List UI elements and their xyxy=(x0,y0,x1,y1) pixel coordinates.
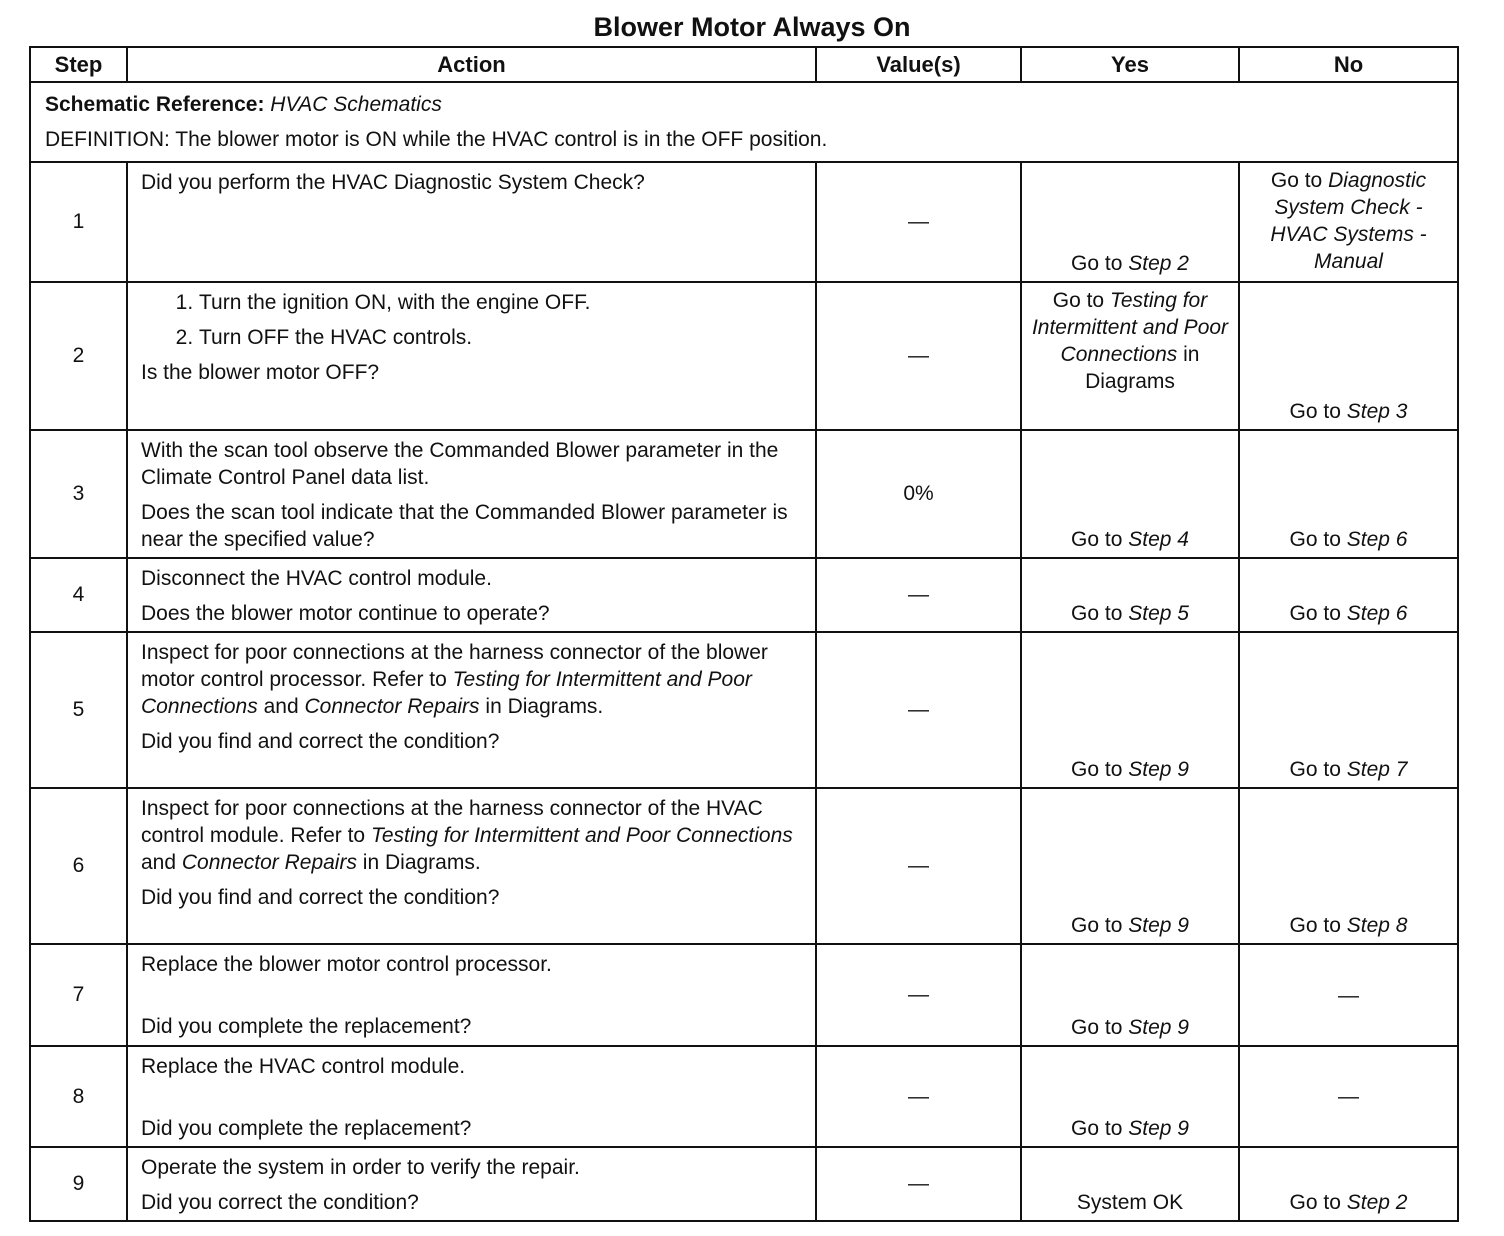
step-number: 6 xyxy=(30,788,127,944)
yes-cell xyxy=(1021,430,1239,558)
yes-cell: System OK xyxy=(1021,1147,1239,1221)
action-cell xyxy=(127,430,816,558)
no-cell xyxy=(1239,430,1458,558)
value-cell: — xyxy=(816,282,1021,430)
header-values: Value(s) xyxy=(816,47,1021,82)
step-number: 5 xyxy=(30,632,127,788)
action-question: Did you complete the replacement? xyxy=(141,1117,472,1140)
table-row xyxy=(30,1046,1458,1147)
header-row xyxy=(30,47,1458,82)
yes-link[interactable]: Step 9 xyxy=(1128,1016,1189,1039)
yes-cell xyxy=(1021,282,1239,430)
yes-prefix: Go to xyxy=(1071,1016,1129,1039)
value-cell: — xyxy=(816,944,1021,1046)
yes-cell xyxy=(1021,162,1239,282)
table-row xyxy=(30,430,1458,558)
yes-prefix: Go to xyxy=(1071,914,1129,937)
page-title: Blower Motor Always On xyxy=(593,12,911,42)
action-cell xyxy=(127,1046,816,1147)
action-question: Did you perform the HVAC Diagnostic System Check? xyxy=(141,171,645,194)
yes-link[interactable]: Step 4 xyxy=(1128,528,1189,551)
header-no: No xyxy=(1239,47,1458,82)
action-instruction: Replace the blower motor control processor. xyxy=(141,953,552,976)
value-cell: — xyxy=(816,1147,1021,1221)
action-cell xyxy=(127,944,816,1046)
action-cell xyxy=(127,632,816,788)
header-step: Step xyxy=(30,47,127,82)
action-cell xyxy=(127,282,816,430)
action-instruction: Replace the HVAC control module. xyxy=(141,1055,466,1078)
no-link[interactable]: Step 7 xyxy=(1346,758,1408,781)
action-cell xyxy=(127,558,816,632)
no-cell: — xyxy=(1239,1046,1458,1147)
step-number: 4 xyxy=(30,558,127,632)
no-cell: — xyxy=(1239,944,1458,1046)
yes-cell xyxy=(1021,1046,1239,1147)
yes-cell xyxy=(1021,558,1239,632)
yes-cell xyxy=(1021,944,1239,1046)
no-link[interactable]: Step 8 xyxy=(1346,914,1408,937)
action-instruction: With the scan tool observe the Commanded Blower parameter in the Climate Control Panel data list. xyxy=(141,439,779,489)
connector-repairs-link[interactable]: Connector Repairs xyxy=(304,695,480,718)
table-row xyxy=(30,788,1458,944)
table-row xyxy=(30,632,1458,788)
no-cell xyxy=(1239,788,1458,944)
no-prefix: Go to xyxy=(1289,1191,1347,1214)
value-cell: — xyxy=(816,1046,1021,1147)
value-cell: — xyxy=(816,632,1021,788)
action-question: Did you find and correct the condition? xyxy=(141,886,500,909)
yes-link[interactable]: Step 2 xyxy=(1128,252,1189,275)
no-prefix: Go to xyxy=(1289,758,1347,781)
table-row xyxy=(30,1147,1458,1221)
header-yes: Yes xyxy=(1021,47,1239,82)
schematic-link[interactable]: HVAC Schematics xyxy=(270,93,442,116)
no-link[interactable]: Step 3 xyxy=(1346,400,1408,423)
yes-link[interactable]: Step 9 xyxy=(1128,758,1189,781)
step-number: 8 xyxy=(30,1046,127,1147)
no-cell xyxy=(1239,162,1458,282)
yes-link[interactable]: Step 9 xyxy=(1128,1117,1189,1140)
step-number: 9 xyxy=(30,1147,127,1221)
value-cell: — xyxy=(816,788,1021,944)
yes-prefix: Go to xyxy=(1071,1117,1129,1140)
no-prefix: Go to xyxy=(1289,528,1347,551)
action-list xyxy=(141,289,805,351)
schematic-label: Schematic Reference: xyxy=(45,93,265,116)
schematic-cell xyxy=(30,82,1458,162)
yes-prefix: Go to xyxy=(1071,252,1129,275)
table-row xyxy=(30,162,1458,282)
schematic-row xyxy=(30,82,1458,162)
list-item: 2. Turn OFF the HVAC controls. xyxy=(199,324,805,351)
table-row xyxy=(30,944,1458,1046)
no-cell xyxy=(1239,558,1458,632)
action-question: Is the blower motor OFF? xyxy=(141,361,380,384)
action-instruction: Operate the system in order to verify the repair. xyxy=(141,1156,580,1179)
action-question: Does the blower motor continue to operate? xyxy=(141,602,550,625)
no-prefix: Go to xyxy=(1289,602,1347,625)
yes-prefix: Go to xyxy=(1071,602,1129,625)
value-cell: 0% xyxy=(816,430,1021,558)
yes-link[interactable]: Step 5 xyxy=(1128,602,1189,625)
action-question: Did you find and correct the condition? xyxy=(141,730,500,753)
yes-prefix: Go to xyxy=(1052,289,1110,312)
action-instruction: Inspect for poor connections at the harness connector of the HVAC control module. Refer to Testing for Intermittent and Poor Connections and Connector Repairs in Diagrams. xyxy=(141,797,793,874)
step-number: 2 xyxy=(30,282,127,430)
action-question: Does the scan tool indicate that the Commanded Blower parameter is near the specified value? xyxy=(141,501,788,551)
value-cell: — xyxy=(816,162,1021,282)
yes-prefix: Go to xyxy=(1071,528,1129,551)
yes-link[interactable]: Testing for Intermittent and Poor Connections xyxy=(1031,289,1229,366)
no-prefix: Go to xyxy=(1289,400,1347,423)
diagnostic-table xyxy=(29,46,1459,1222)
yes-suffix: in Diagrams xyxy=(1085,343,1200,393)
no-prefix: Go to xyxy=(1289,914,1347,937)
no-cell xyxy=(1239,282,1458,430)
header-action: Action xyxy=(127,47,816,82)
yes-prefix: Go to xyxy=(1071,758,1129,781)
testing-link[interactable]: Testing for Intermittent and Poor Connections xyxy=(370,824,793,847)
step-number: 1 xyxy=(30,162,127,282)
action-cell xyxy=(127,788,816,944)
no-cell xyxy=(1239,632,1458,788)
action-question: Did you correct the condition? xyxy=(141,1191,419,1214)
no-link[interactable]: Step 6 xyxy=(1346,602,1408,625)
testing-link[interactable]: Testing for Intermittent and Poor Connections xyxy=(141,668,752,718)
table-row xyxy=(30,558,1458,632)
action-question: Did you complete the replacement? xyxy=(141,1015,472,1038)
action-instruction: Disconnect the HVAC control module. xyxy=(141,567,492,590)
step-number: 3 xyxy=(30,430,127,558)
definition-text: DEFINITION: The blower motor is ON while the HVAC control is in the OFF position. xyxy=(45,128,828,151)
action-cell xyxy=(127,162,816,282)
value-cell: — xyxy=(816,558,1021,632)
no-prefix: Go to xyxy=(1270,169,1329,192)
list-item: 1. Turn the ignition ON, with the engine OFF. xyxy=(199,289,805,316)
no-link[interactable]: Step 6 xyxy=(1346,528,1408,551)
table-row xyxy=(30,282,1458,430)
action-instruction: Inspect for poor connections at the harness connector of the blower motor control processor. Refer to Testing for Intermittent and Poor Connections and Connector Repairs in Diagrams. xyxy=(141,641,768,718)
no-link[interactable]: Step 2 xyxy=(1346,1191,1408,1214)
yes-cell xyxy=(1021,632,1239,788)
action-cell xyxy=(127,1147,816,1221)
yes-link[interactable]: Step 9 xyxy=(1128,914,1189,937)
step-number: 7 xyxy=(30,944,127,1046)
connector-repairs-link[interactable]: Connector Repairs xyxy=(181,851,357,874)
no-cell xyxy=(1239,1147,1458,1221)
no-link[interactable]: Diagnostic System Check - HVAC Systems - Manual xyxy=(1270,169,1427,273)
yes-cell xyxy=(1021,788,1239,944)
